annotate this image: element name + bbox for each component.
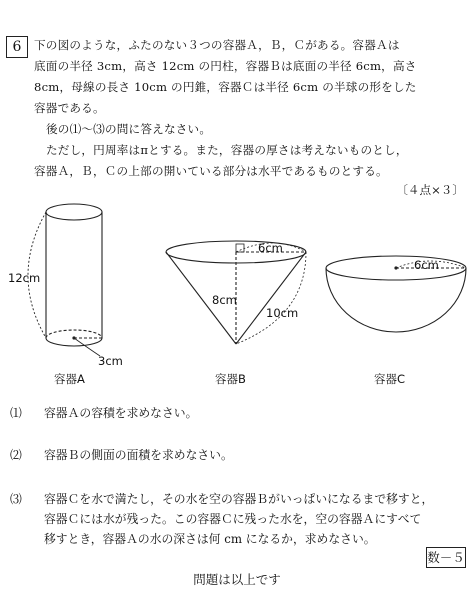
container-b-radius-label: 6cm	[258, 241, 283, 255]
intro-line-6: ただし，円周率はπとする。また，容器の厚さは考えないものとし，	[46, 143, 408, 157]
question-3-text-1: 容器Ｃを水で満たし，その水を空の容器Ｂがいっぱいになるまで移すと，	[44, 492, 434, 506]
container-b-slant-label: 10cm	[266, 306, 299, 320]
question-2	[10, 446, 233, 463]
figure-area	[0, 196, 474, 396]
question-1-number: ⑴	[10, 406, 22, 420]
container-b-height-label: 8cm	[212, 293, 237, 307]
page-label: 数－５	[426, 547, 466, 568]
container-c-drawing	[326, 256, 466, 332]
intro-line-2: 底面の半径 3cm，高さ 12cm の円柱，容器Ｂは底面の半径 6cm，高さ	[34, 59, 417, 73]
container-c-radius-label: 6cm	[414, 258, 439, 272]
footer-text: 問題は以上です	[193, 572, 281, 587]
intro-line-7: 容器Ａ，Ｂ，Ｃの上部の開いている部分は水平であるものとする。	[34, 164, 388, 178]
question-3-number: ⑶	[10, 492, 22, 506]
container-a-radius-label: 3cm	[98, 354, 123, 368]
question-3	[10, 490, 433, 507]
score-note: 〔４点×３〕	[396, 183, 464, 197]
question-2-number: ⑵	[10, 448, 22, 462]
intro-line-3: 8cm，母線の長さ 10cm の円錐，容器Ｃは半径 6cm の半球の形をした	[34, 80, 417, 94]
question-1	[10, 404, 197, 421]
intro-line-4: 容器である。	[34, 101, 105, 115]
container-a-label: 容器A	[54, 372, 85, 386]
question-2-text: 容器Ｂの側面の面積を求めなさい。	[44, 448, 233, 462]
question-1-text: 容器Ａの容積を求めなさい。	[44, 406, 198, 420]
question-3-text-3: 移すとき，容器Ａの水の深さは何 cm になるか，求めなさい。	[44, 532, 376, 546]
container-c-label: 容器C	[374, 372, 406, 386]
intro-line-1: 下の図のような，ふたのない３つの容器Ａ，Ｂ，Ｃがある。容器Ａは	[34, 38, 400, 52]
container-a-height-label: 12cm	[8, 271, 41, 285]
intro-line-5: 後の⑴～⑶の問に答えなさい。	[46, 122, 212, 136]
container-b-label: 容器B	[215, 372, 246, 386]
question-3-text-2: 容器Ｃには水が残った。この容器Ｃに残った水を，空の容器Ａにすべて	[44, 512, 422, 526]
question-number: 6	[6, 36, 28, 58]
